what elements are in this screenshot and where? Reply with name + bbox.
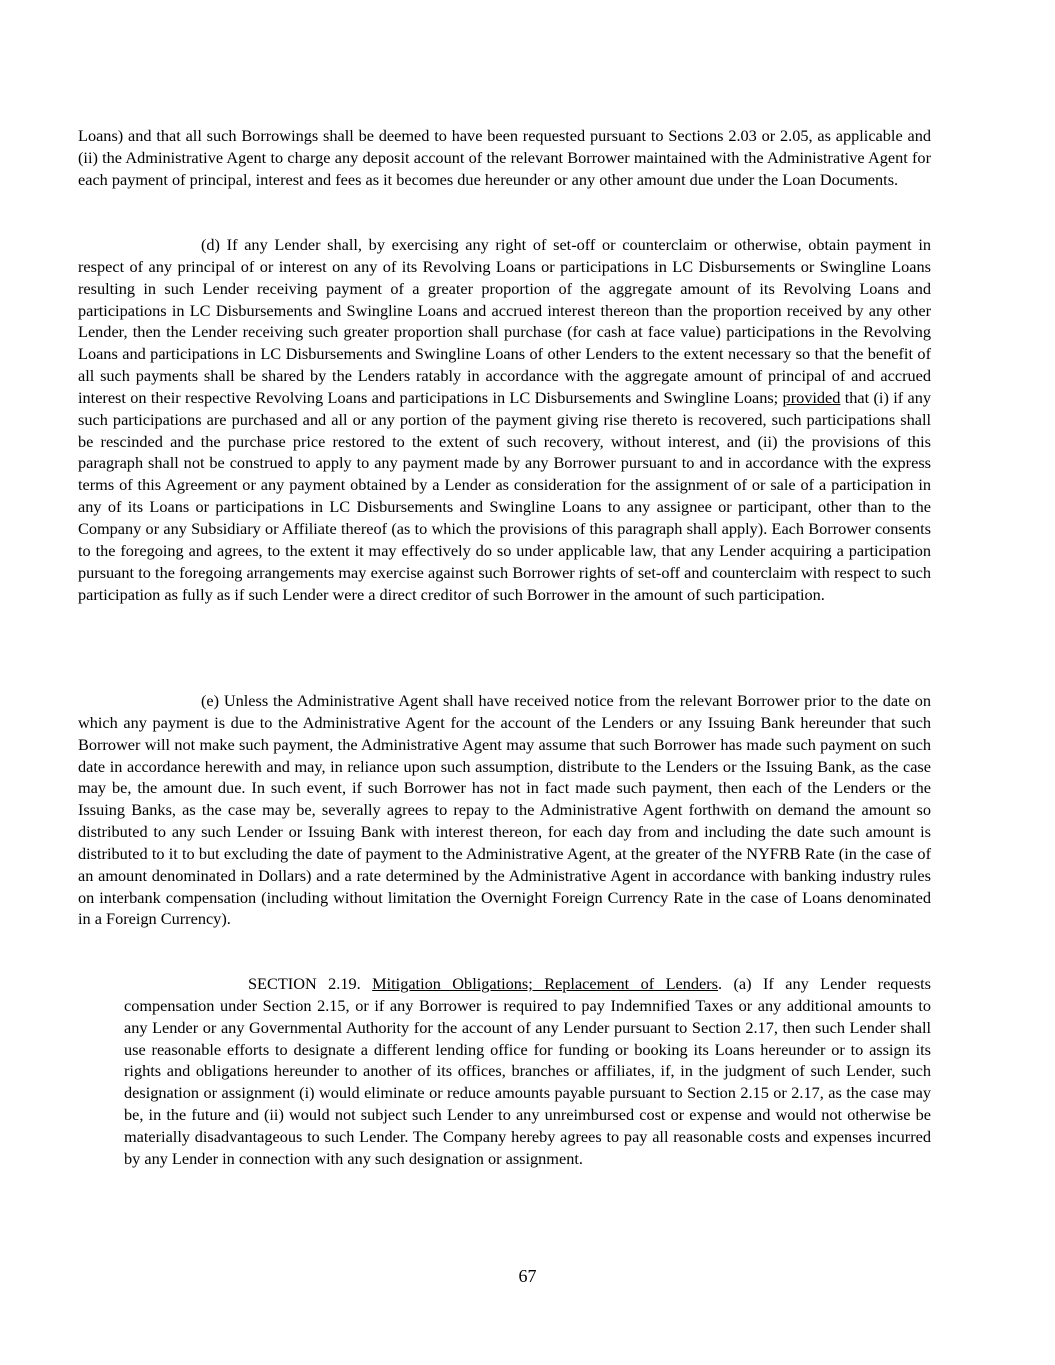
paragraph-c-continued	[78, 125, 931, 191]
paragraph-e	[78, 690, 931, 930]
section-number: SECTION 2.19.	[248, 974, 361, 993]
provided-term: provided	[782, 387, 841, 407]
paragraph-d-text-after: that (i) if any such participations are purchased and all or any portion of the payment giving rise thereto is recovered, such participations shall be rescinded and the purchase price restored to the extent of such recovery, without interest, and (ii) the provisions of this paragraph shall not be construed to apply to any payment made by any Borrower pursuant to and in accordance with the express terms of this Agreement or any payment obtained by a Lender as consideration for the assignment of or sale of a participation in any of its Loans or participations in LC Disbursements and Swingline Loans to any assignee or participant, other than to the Company or any Subsidiary or Affiliate thereof (as to which the provisions of this paragraph shall apply). Each Borrower consents to the foregoing and agrees, to the extent it may effectively do so under applicable law, that any Lender acquiring a participation pursuant to the foregoing arrangements may exercise against such Borrower rights of set-off and counterclaim with respect to such participation as fully as if such Lender were a direct creditor of such Borrower in the amount of such participation.	[78, 387, 931, 604]
paragraph-e-text: (e) Unless the Administrative Agent shall have received notice from the relevant Borrower prior to the date on which any payment is due to the Administrative Agent for the account of the Lenders or any Issuing Bank hereunder that such Borrower will not make such payment, the Administrative Agent may assume that such Borrower has made such payment on such date in accordance herewith and may, in reliance upon such assumption, distribute to the Lenders or the Issuing Bank, as the case may be, the amount due. In such event, if such Borrower has not in fact made such payment, then each of the Lenders or the Issuing Banks, as the case may be, severally agrees to repay to the Administrative Agent forthwith on demand the amount so distributed to any such Lender or Issuing Bank with interest thereon, for each day from and including the date such amount is distributed to it to but excluding the date of payment to the Administrative Agent, at the greater of the NYFRB Rate (in the case of an amount denominated in Dollars) and a rate determined by the Administrative Agent in accordance with banking industry rules on interbank compensation (including without limitation the Overnight Foreign Currency Rate in the case of Loans denominated in a Foreign Currency).	[78, 691, 931, 929]
section-title: Mitigation Obligations; Replacement of Lenders	[372, 974, 719, 993]
section-2-19: SECTION 2.19. Mitigation Obligations; Replacement of Lenders. (a) If any Lender requests compensation under Section 2.15, or if any Borrower is required to pay Indemnified Taxes or any additional amounts to any Lender or any Governmental Authority for the account of any Lender pursuant to Section 2.17, then such Lender shall use reasonable efforts to designate a different lending office for funding or booking its Loans hereunder or to assign its rights and obligations hereunder to another of its offices, branches or affiliates, if, in the judgment of such Lender, such designation or assignment (i) would eliminate or reduce amounts payable pursuant to Section 2.15 or 2.17, as the case may be, in the future and (ii) would not subject such Lender to any unreimbursed cost or expense and would not otherwise be materially disadvantageous to such Lender. The Company hereby agrees to pay all reasonable costs and expenses incurred by any Lender in connection with any such designation or assignment.	[124, 974, 932, 1168]
page-number: 67	[518, 1266, 537, 1286]
paragraph-d-text-before: (d) If any Lender shall, by exercising any right of set-off or counterclaim or otherwise, obtain payment in respect of any principal of or interest on any of its Revolving Loans or participations in LC Disbursements or Swingline Loans resulting in such Lender receiving payment of a greater proportion of the aggregate amount of its Revolving Loans and participations in LC Disbursements and Swingline Loans and accrued interest thereon than the proportion received by any other Lender, then the Lender receiving such greater proportion shall purchase (for cash at face value) participations in the Revolving Loans and participations in LC Disbursements and Swingline Loans of other Lenders to the extent necessary so that the benefit of all such payments shall be shared by the Lenders ratably in accordance with the aggregate amount of principal of and accrued interest on their respective Revolving Loans and participations in LC Disbursements and Swingline Loans;	[78, 235, 931, 407]
paragraph-d	[78, 234, 931, 605]
section-body: (a) If any Lender requests compensation under Section 2.15, or if any Borrower is required to pay Indemnified Taxes or any additional amounts to any Lender or any Governmental Authority for the account of any Lender pursuant to Section 2.17, then such Lender shall use reasonable efforts to designate a different lending office for funding or booking its Loans hereunder or to assign its rights and obligations hereunder to another of its offices, branches or affiliates, if, in the judgment of such Lender, such designation or assignment (i) would eliminate or reduce amounts payable pursuant to Section 2.15 or 2.17, as the case may be, in the future and (ii) would not subject such Lender to any unreimbursed cost or expense and would not otherwise be materially disadvantageous to such Lender. The Company hereby agrees to pay all reasonable costs and expenses incurred by any Lender in connection with any such designation or assignment.	[124, 974, 932, 1168]
paragraph-c-text: Loans) and that all such Borrowings shall be deemed to have been requested pursuant to Sections 2.03 or 2.05, as applicable and (ii) the Administrative Agent to charge any deposit account of the relevant Borrower maintained with the Administrative Agent for each payment of principal, interest and fees as it becomes due hereunder or any other amount due under the Loan Documents.	[78, 126, 931, 189]
